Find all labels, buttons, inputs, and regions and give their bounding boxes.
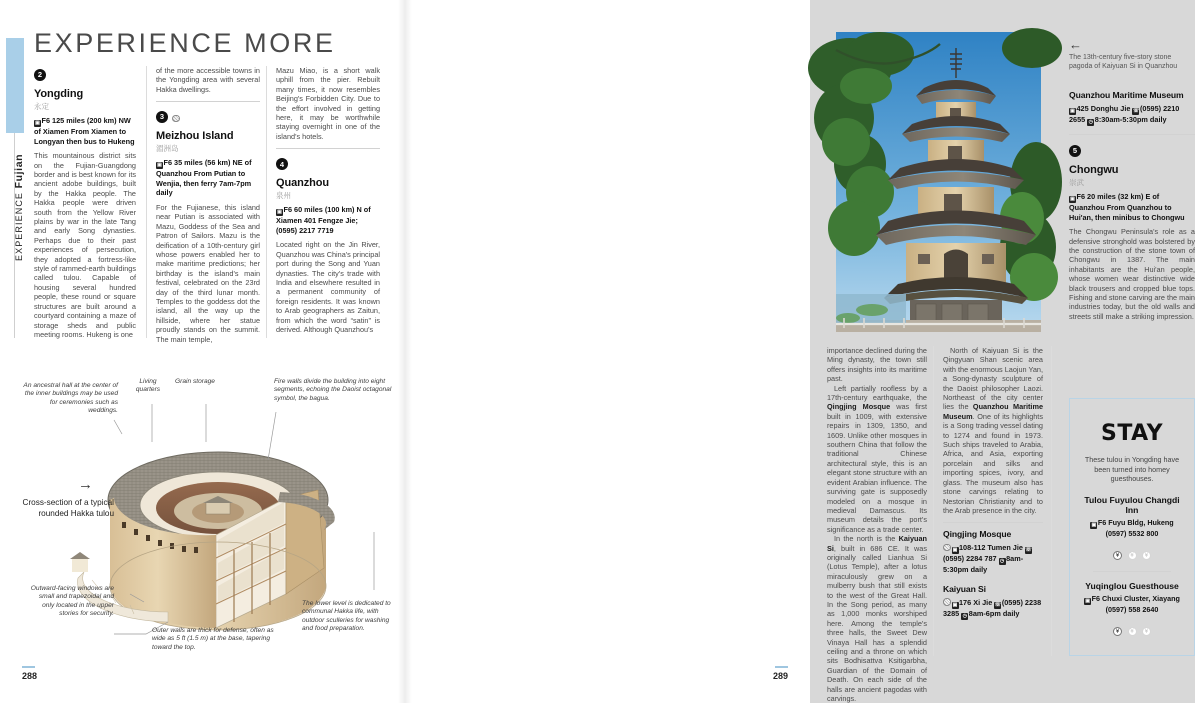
price-glyph-inactive: ¥ — [1142, 627, 1151, 636]
closed-for-renovation-icon — [943, 544, 951, 552]
annotation-living-quarters: Living quarters — [135, 378, 161, 394]
poi-practical-info: ▣ F6 125 miles (200 km) NW of Xiamen From Xiamen to Longyan then bus to Hukeng — [34, 116, 135, 146]
listing-details: ▣ 108-112 Tumen Jie ☏(0595) 2284 787 ◷ 8am-5:30pm daily — [943, 543, 1032, 575]
stay-box-intro: These tulou in Yongding have been turned into homey guesthouses. — [1084, 455, 1180, 484]
poi-title-chinese: 永定 — [34, 102, 49, 111]
inline-bold-maritime-museum: Quanzhou Maritime Museum — [943, 402, 1044, 421]
map-grid-ref-icon: ▣ — [277, 209, 282, 216]
clock-icon: ◷ — [1088, 119, 1093, 125]
stay-entry-name: Tulou Fuyulou Changdi Inn — [1084, 494, 1180, 516]
stay-box — [1069, 398, 1195, 656]
poi-title-chinese: 泉州 — [276, 191, 291, 201]
inline-bold-kaiyuan-si: Kaiyuan Si — [827, 534, 927, 553]
map-grid-ref-icon: ▣ — [1091, 521, 1097, 528]
annotation-ancestral-hall: An ancestral hall at the center of the inner buildings may be used for ceremonies such as weddings. — [23, 382, 118, 415]
photo-caption — [1069, 37, 1193, 71]
inline-bold-qingjing-mosque: Qingjing Mosque — [827, 402, 891, 412]
kaiyuan-si-pagoda-photo — [836, 32, 1041, 332]
poi-title-chinese: 崇武 — [1069, 178, 1084, 187]
location-icon: ▣ — [1070, 108, 1075, 114]
listing-name: Qingjing Mosque — [943, 529, 1012, 540]
section-divider — [943, 522, 1043, 523]
section-divider — [276, 148, 380, 149]
stay-box-title: STAY — [1101, 421, 1163, 446]
poi-practical-info: ▣ F6 20 miles (32 km) E of Quanzhou From Quanzhou to Hui'an, then minibus to Chongwu — [1069, 192, 1185, 222]
poi-body: Located right on the Jin River, Quanzhou was China's principal port during the Song and Yuan dynasties. The city's trade with India and elsewhere resulted in a permanent community of foreign residents. It was known to Arab geographers as Zaitun, from which the word “satin” is derived. Although Quanzhou's — [276, 240, 381, 335]
price-glyph-inactive: ¥ — [1142, 551, 1151, 560]
poi-body-continued: of the more accessible towns in the Yongding area with several Hakka dwellings. — [156, 66, 260, 94]
annotation-windows: Outward-facing windows are small and trapezoidal and only located in the upper stories for security. — [30, 585, 114, 618]
caption-arrow-icon: ← — [1069, 37, 1082, 52]
poi-body-qingjing: Left partially roofless by a 17th-century earthquake, the Qingjing Mosque was first built in 1009, with extensive repairs in 1309, 1350, and 1609. Unlike other mosques in southern China that follow the traditional Chinese architectural style, this is an elegant stone structure with an evident Arabian influence. The surviving gate is supposedly modeled on a mosque in medieval Damascus. Its museum details the port's significance as a trade center. — [827, 383, 927, 534]
poi-body-continued: importance declined during the Ming dynasty, the town still offers insights into its maritime past. — [827, 346, 927, 384]
map-grid-ref-icon: ▣ — [1085, 597, 1090, 604]
listing-quanzhou-maritime-museum — [1069, 90, 1195, 321]
poi-title: Quanzhou — [276, 177, 329, 190]
page-number-left: 288 — [22, 666, 37, 681]
section-divider — [1069, 134, 1195, 135]
poi-body-kaiyuan: In the north is the Kaiyuan Si, built in 686 CE. It was originally called Lianhua Si (Lotus Temple), after a lotus miraculously grew on a mulberry bush that still exists to the west of the Great Hall. In the Song period, as many as 1,000 monks worshiped here. Among the temple's three halls, the Sweet Dew Vinaya Hall has a splendid ceiling and a throne on which sits Bodhisattva Ksitigarbha, Guardian of the Domain of Death. On each side of the halls are ancient pagodas with carvings. — [827, 534, 927, 703]
stay-entry-info: ▣ F6 Fuyu Bldg, Hukeng (0597) 5532 800 — [1091, 517, 1174, 538]
chapter-edge-tab — [6, 38, 24, 133]
annotation-outer-walls: Outer walls are thick for defense, often as wide as 5 ft (1.5 m) at the base, tapering toward the top. — [152, 627, 274, 651]
location-icon: ▣ — [952, 547, 958, 554]
price-rating — [1079, 620, 1185, 638]
price-glyph-active: ¥ — [1113, 627, 1122, 636]
stay-entry — [1079, 495, 1185, 563]
poi-body: The Chongwu Peninsula's role as a defensive stronghold was bolstered by the construction of the stone town of Chongwu in 1387. The main inhabitants are the Hui'an people, whose women wear distinctive wide black trousers and cropped blue tops. Fishing and stone carving are the main industries today, but the old walls and streets still make a striking impression. — [1069, 227, 1195, 321]
closed-for-renovation-icon — [943, 598, 951, 606]
cross-section-arrow-icon: → — [78, 476, 93, 493]
section-divider — [156, 101, 260, 102]
poi-practical-info: ▣ F6 60 miles (100 km) N of Xiamen 401 Fengze Jie; (0595) 2217 7719 — [276, 205, 371, 235]
poi-yongding — [34, 66, 136, 339]
poi-body: This mountainous district sits on the Fujian-Guangdong border and is best known for its ancient adobe buildings, built by the Hakka people. The Hakka people were driven south from the Yellow River plains by war in the late Tang and early Song dynasties. Perhaps due to their past experiences of persecution, they adopted a fortress-like style of rammed-earth buildings called tulou. Capable of housing several hundred people, these round or square structures are built around a courtyard containing a maze of storage sheds and public meeting rooms. Hukeng is one — [34, 151, 136, 339]
annotation-grain-storage: Grain storage — [175, 378, 215, 385]
poi-title: Meizhou Island — [156, 130, 234, 143]
chapter-label — [13, 141, 25, 261]
photo-caption-text: The 13th-century five-story stone pagoda of Kaiyuan Si in Quanzhou — [1069, 54, 1178, 70]
annotation-fire-walls: Fire walls divide the building into eight segments, echoing the Daoist octagonal symbol, the bagua. — [274, 378, 392, 402]
stay-entry-info: ▣ F6 Chuxi Cluster, Xiayang (0597) 558 2640 — [1085, 593, 1180, 614]
poi-meizhou-island — [156, 66, 260, 344]
poi-title: Chongwu — [1069, 164, 1119, 176]
clock-icon: ◷ — [962, 612, 967, 619]
phone-icon: ☏ — [1025, 547, 1032, 554]
left-page — [0, 0, 405, 703]
quanzhou-body-column-2 — [943, 346, 1043, 620]
column-divider — [933, 346, 934, 656]
price-glyph-active: ¥ — [1113, 551, 1122, 560]
right-page — [405, 0, 1195, 703]
price-rating — [1079, 544, 1185, 562]
poi-title-chinese: 湄洲岛 — [156, 144, 179, 154]
poi-number-badge: 3 — [156, 111, 168, 123]
chapter-label-prefix: EXPERIENCE — [14, 191, 24, 261]
column-divider — [266, 66, 267, 338]
poi-body-continued: Mazu Miao, is a short walk uphill from the pier. Rebuilt many times, it now resembles Beijing's Forbidden City. Due to the effort involved in getting here, it may be worthwhile staying overnight in one of the island's hotels. — [276, 66, 380, 141]
chapter-label-region: Fujian — [13, 153, 25, 189]
stay-divider — [1093, 571, 1171, 572]
map-grid-ref-icon: ▣ — [35, 120, 40, 126]
closed-for-renovation-icon — [172, 115, 180, 123]
listing-details: ▣ 176 Xi Jie ☏(0595) 2238 3285 ◷ 8am-6pm daily — [943, 597, 1042, 619]
quanzhou-body-column-1 — [827, 346, 927, 703]
poi-body: For the Fujianese, this island near Putian is associated with Mazu, Goddess of the Sea and Patron of Sailors. Mazu is the deification of a 10th-century girl whose powers enabled her to make maritime predictions; her birthday is the island's main festival, celebrated on the 23rd day of the third lunar month. Temples to the goddess dot the island, all the way up the hillside, where her statue proudly stands on the summit. The main temple, — [156, 203, 260, 344]
column-divider — [146, 66, 147, 338]
page-title: EXPERIENCE MORE — [34, 28, 336, 58]
listing-details: ▣ 425 Donghu Jie ☏(0595) 2210 2655 ◷ 8:30am-5:30pm daily — [1069, 104, 1180, 125]
annotation-lower-level: The lower level is dedicated to communal Hakka life, with outdoor sculleries for washing and food preparation. — [302, 600, 391, 633]
phone-icon: ☏ — [994, 601, 1001, 608]
poi-title: Yongding — [34, 88, 84, 100]
stay-entry-name: Yuqinglou Guesthouse — [1085, 581, 1179, 592]
price-glyph-inactive: ¥ — [1128, 551, 1137, 560]
column-divider — [1051, 346, 1052, 656]
poi-number-badge: 4 — [276, 158, 288, 170]
poi-number-badge: 5 — [1069, 145, 1081, 157]
poi-number-badge: 2 — [34, 69, 46, 81]
clock-icon: ◷ — [999, 558, 1005, 565]
listing-name: Quanzhou Maritime Museum — [1069, 90, 1184, 100]
poi-quanzhou — [276, 66, 380, 335]
phone-icon: ☏ — [1132, 108, 1140, 114]
page-number-right: 289 — [773, 666, 788, 681]
price-glyph-inactive: ¥ — [1128, 627, 1137, 636]
poi-body-maritime: North of Kaiyuan Si is the Qingyuan Shan scenic area with the enormous Laojun Yan, a Song-dynasty sculpture of the Daoist philosopher Laozi. Northeast of the city center lies the Quanzhou Maritime Museum. One of its highlights is a Song trading vessel dating to 1274 and found in 1973. Such ships traveled to Arabia, Africa, and Asia, exporting porcelain and silks and importing spices, ivory, and glass. The museum also has stone carvings relating to Nestorian Christianity and to the Arab presence in the city. — [943, 346, 1044, 515]
listing-name: Kaiyuan Si — [943, 583, 986, 594]
map-grid-ref-icon: ▣ — [157, 162, 162, 169]
cross-section-caption: Cross-section of a typical rounded Hakka tulou — [22, 498, 114, 518]
stay-entry — [1079, 581, 1185, 638]
map-grid-ref-icon: ▣ — [1070, 196, 1075, 202]
location-icon: ▣ — [952, 601, 958, 608]
poi-practical-info: ▣ F6 35 miles (56 km) NE of Quanzhou From Putian to Wenjia, then ferry 7am-7pm daily — [156, 158, 252, 198]
